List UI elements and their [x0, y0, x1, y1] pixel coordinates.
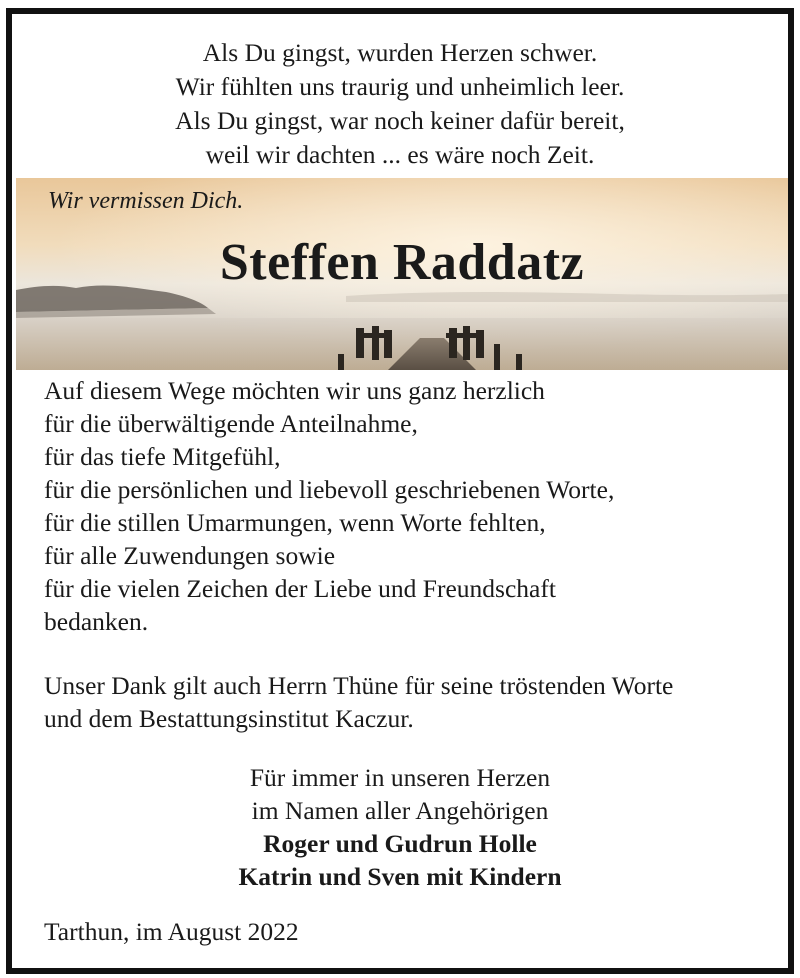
poem-line: Als Du gingst, wurden Herzen schwer. — [202, 38, 598, 67]
thanks-line: für das tiefe Mitgefühl, — [44, 442, 281, 471]
poem-line: Als Du gingst, war noch keiner dafür bereit, — [175, 106, 625, 135]
signer-name: Roger und Gudrun Holle — [263, 829, 537, 858]
poem-line: Wir fühlten uns traurig und unheimlich leer. — [175, 72, 625, 101]
thanks-line: Auf diesem Wege möchten wir uns ganz herzlich — [44, 376, 545, 405]
closing-line: Für immer in unseren Herzen — [249, 763, 551, 792]
thanks-line: bedanken. — [44, 607, 149, 636]
motto: Wir vermissen Dich. — [48, 188, 244, 214]
deceased-name: Steffen Raddatz — [219, 234, 585, 291]
thanks-line: Unser Dank gilt auch Herrn Thüne für seine tröstenden Worte — [44, 671, 674, 700]
thanks-line: für alle Zuwendungen sowie — [44, 541, 336, 570]
thanks-line: für die persönlichen und liebevoll geschriebenen Worte, — [44, 475, 615, 504]
thanks-line: für die überwältigende Anteilnahme, — [44, 409, 418, 438]
poem-line: weil wir dachten ... es wäre noch Zeit. — [205, 140, 595, 169]
poem — [12, 36, 788, 172]
obituary-frame — [6, 8, 794, 974]
closing-block — [12, 761, 788, 893]
thanks-line: für die stillen Umarmungen, wenn Worte fehlten, — [44, 508, 546, 537]
place-date: Tarthun, im August 2022 — [44, 917, 299, 946]
closing-line: im Namen aller Angehörigen — [251, 796, 549, 825]
memorial-banner — [16, 178, 788, 370]
thanks-paragraph — [44, 374, 784, 638]
thanks-paragraph-2 — [44, 669, 794, 735]
thanks-line: und dem Bestattungsinstitut Kaczur. — [44, 704, 414, 733]
thanks-line: für die vielen Zeichen der Liebe und Freundschaft — [44, 574, 556, 603]
signer-name: Katrin und Sven mit Kindern — [238, 862, 562, 891]
